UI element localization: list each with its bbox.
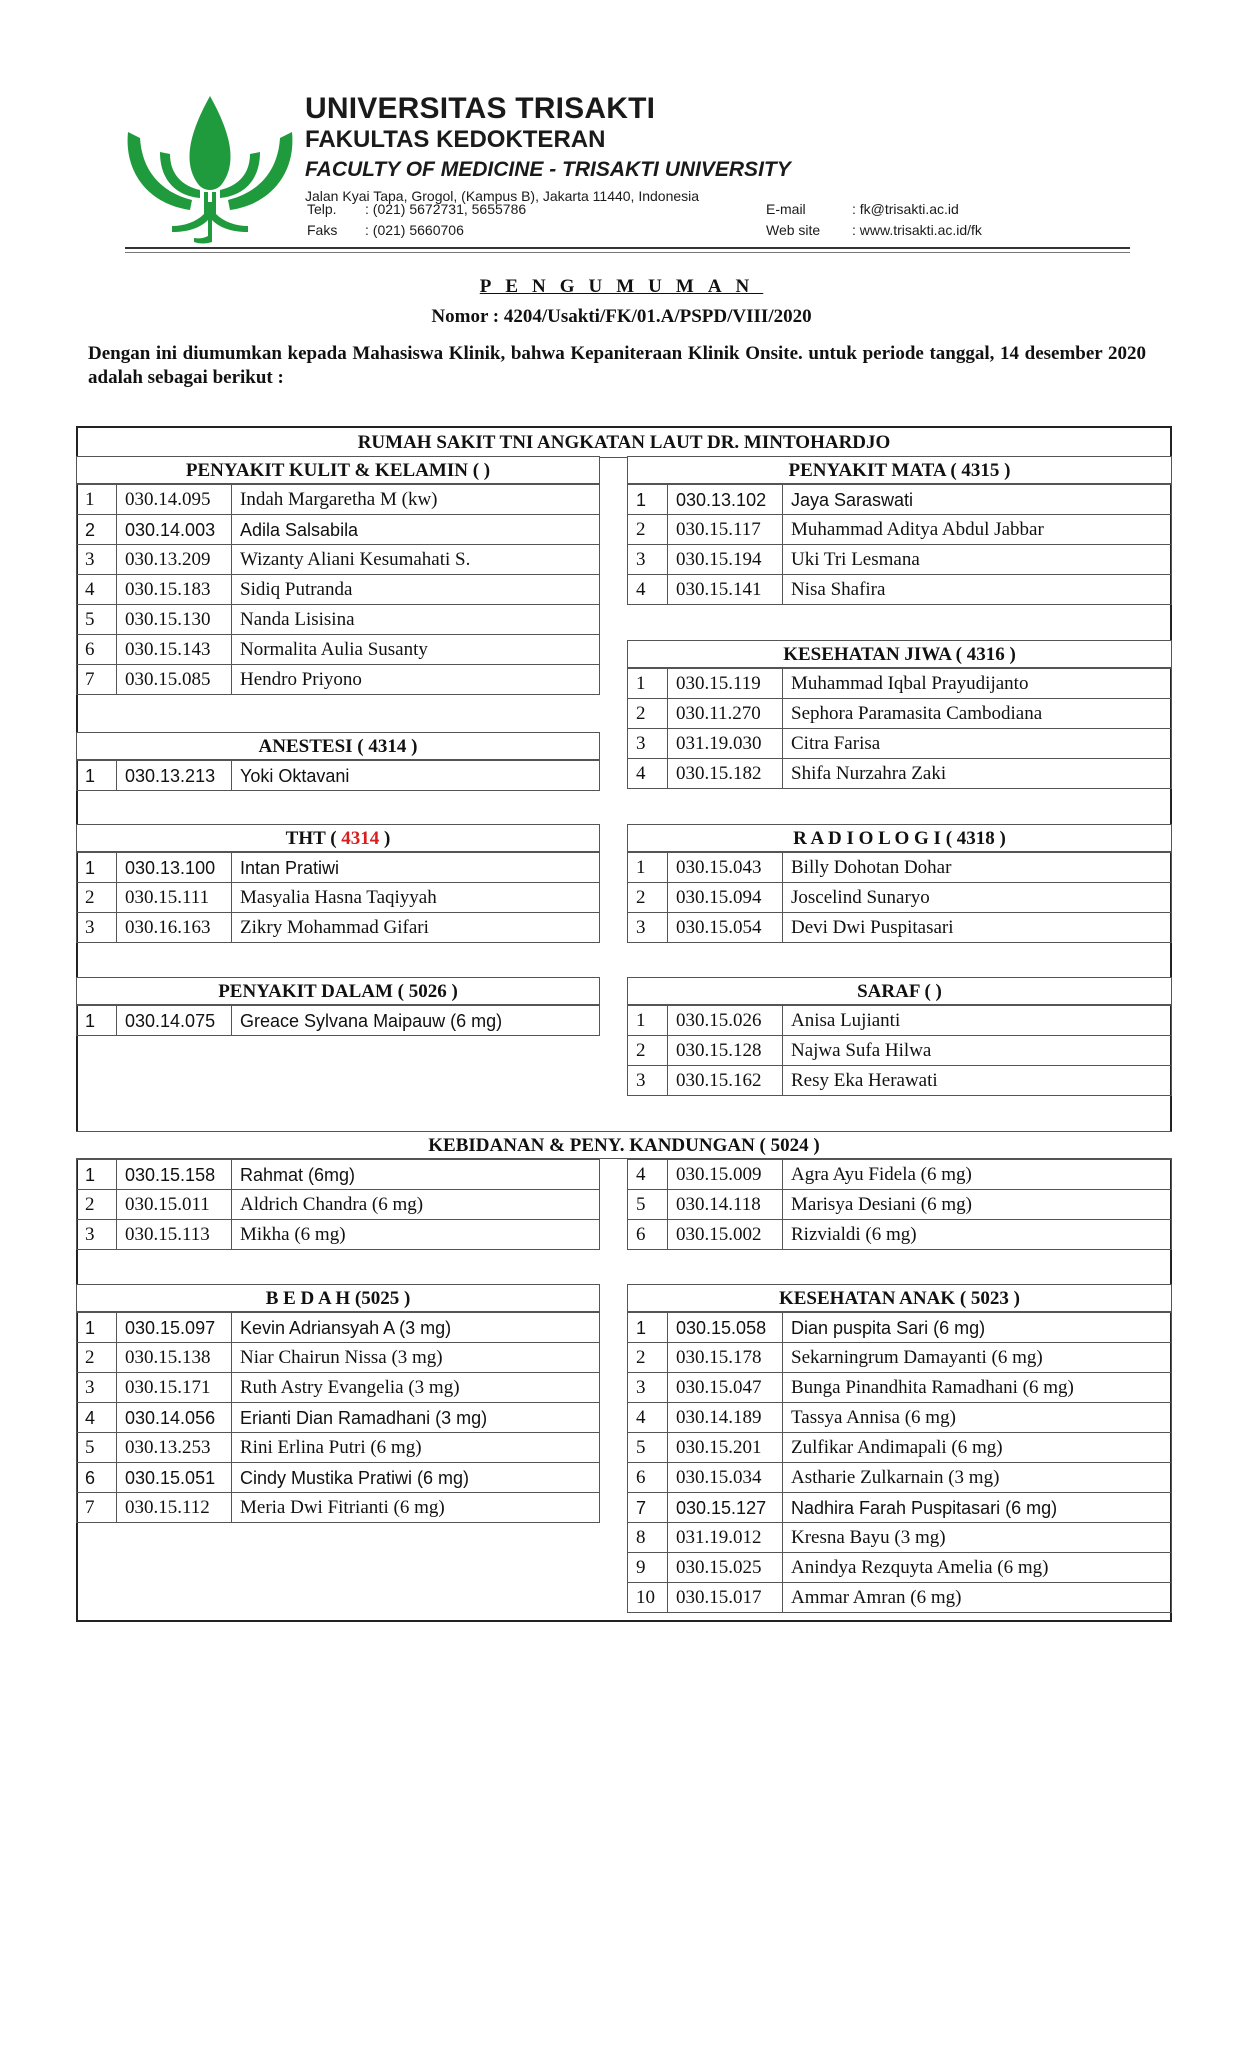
student-name: Sekarningrum Damayanti (6 mg): [783, 1343, 1172, 1373]
letterhead-text: [305, 92, 791, 205]
student-name: Nanda Lisisina: [232, 605, 600, 635]
student-id: 030.15.143: [117, 635, 232, 665]
section-tht: [76, 824, 600, 943]
row-number: 8: [628, 1523, 668, 1553]
table-row: [628, 853, 1172, 883]
student-id: 030.15.112: [117, 1493, 232, 1523]
row-number: 1: [77, 485, 117, 515]
student-id: 030.15.138: [117, 1343, 232, 1373]
telp-value: : (021) 5672731, 5655786: [365, 201, 527, 217]
student-name: Yoki Oktavani: [232, 761, 600, 791]
student-name: Niar Chairun Nissa (3 mg): [232, 1343, 600, 1373]
row-number: 2: [628, 1036, 668, 1066]
row-number: 3: [628, 1373, 668, 1403]
table-row: [77, 575, 600, 605]
section-title: KESEHATAN JIWA ( 4316 ): [627, 640, 1172, 668]
table-row: [77, 913, 600, 943]
student-name: Rahmat (6mg): [232, 1160, 600, 1190]
section-title: ANESTESI ( 4314 ): [76, 732, 600, 760]
student-id: 030.15.026: [668, 1006, 783, 1036]
student-id: 030.14.189: [668, 1403, 783, 1433]
student-id: 030.15.127: [668, 1493, 783, 1523]
row-number: 3: [628, 1066, 668, 1096]
student-id: 030.13.100: [117, 853, 232, 883]
table-row: [628, 1403, 1172, 1433]
student-id: 030.15.054: [668, 913, 783, 943]
table-row: [628, 1036, 1172, 1066]
row-number: 2: [77, 1343, 117, 1373]
row-number: 1: [77, 761, 117, 791]
table-row: [628, 913, 1172, 943]
row-number: 3: [628, 913, 668, 943]
section-saraf: [627, 977, 1172, 1096]
student-name: Greace Sylvana Maipauw (6 mg): [232, 1006, 600, 1036]
section-penyakit-dalam: [76, 977, 600, 1036]
row-number: 3: [77, 545, 117, 575]
student-name: Anisa Lujianti: [783, 1006, 1172, 1036]
table-row: [628, 545, 1172, 575]
student-id: 030.15.171: [117, 1373, 232, 1403]
announcement-body: Dengan ini diumumkan kepada Mahasiswa Klinik, bahwa Kepaniteraan Klinik Onsite. untuk periode tanggal, 14 desember 2020 adalah sebagai berikut :: [88, 343, 1146, 388]
student-name: Erianti Dian Ramadhani (3 mg): [232, 1403, 600, 1433]
section-kebidanan: [76, 1131, 1172, 1159]
faks-label: Faks: [307, 222, 338, 238]
student-table: [627, 852, 1172, 943]
section-title: PENYAKIT KULIT & KELAMIN ( ): [76, 456, 600, 484]
section-title: SARAF ( ): [627, 977, 1172, 1005]
student-id: 030.15.178: [668, 1343, 783, 1373]
row-number: 4: [628, 1160, 668, 1190]
student-id: 030.15.128: [668, 1036, 783, 1066]
student-name: Jaya Saraswati: [783, 485, 1172, 515]
row-number: 1: [628, 669, 668, 699]
student-id: 030.15.182: [668, 759, 783, 789]
table-row: [628, 1190, 1172, 1220]
row-number: 1: [77, 1006, 117, 1036]
table-row: [628, 1433, 1172, 1463]
student-name: Kevin Adriansyah A (3 mg): [232, 1313, 600, 1343]
student-name: Ammar Amran (6 mg): [783, 1583, 1172, 1613]
row-number: 9: [628, 1553, 668, 1583]
student-id: 030.15.047: [668, 1373, 783, 1403]
table-row: [628, 515, 1172, 545]
row-number: 6: [77, 635, 117, 665]
table-row: [77, 1433, 600, 1463]
student-id: 030.15.158: [117, 1160, 232, 1190]
student-name: Zikry Mohammad Gifari: [232, 913, 600, 943]
section-kesehatan-anak: [627, 1284, 1172, 1613]
table-row: [77, 883, 600, 913]
student-table: [76, 760, 600, 791]
student-id: 030.15.113: [117, 1220, 232, 1250]
student-name: Meria Dwi Fitrianti (6 mg): [232, 1493, 600, 1523]
row-number: 6: [628, 1220, 668, 1250]
student-name: Anindya Rezquyta Amelia (6 mg): [783, 1553, 1172, 1583]
student-id: 030.13.102: [668, 485, 783, 515]
faks-value: : (021) 5660706: [365, 222, 464, 238]
student-table: [627, 1312, 1172, 1613]
student-table: [627, 668, 1172, 789]
student-id: 030.15.097: [117, 1313, 232, 1343]
faculty-name-en: FACULTY OF MEDICINE - TRISAKTI UNIVERSITY: [305, 158, 791, 181]
section-title: PENYAKIT DALAM ( 5026 ): [76, 977, 600, 1005]
hospital-name: RUMAH SAKIT TNI ANGKATAN LAUT DR. MINTOHARDJO: [78, 428, 1170, 458]
student-id: 030.15.183: [117, 575, 232, 605]
student-name: Agra Ayu Fidela (6 mg): [783, 1160, 1172, 1190]
letterhead-rule-thin: [125, 252, 1130, 253]
row-number: 6: [628, 1463, 668, 1493]
student-name: Nisa Shafira: [783, 575, 1172, 605]
row-number: 5: [77, 605, 117, 635]
row-number: 2: [77, 515, 117, 545]
tht-code: 4314: [341, 828, 380, 849]
student-id: 030.15.058: [668, 1313, 783, 1343]
student-id: 030.15.043: [668, 853, 783, 883]
student-id: 030.15.117: [668, 515, 783, 545]
student-name: Devi Dwi Puspitasari: [783, 913, 1172, 943]
student-id: 030.15.002: [668, 1220, 783, 1250]
web-value[interactable]: : www.trisakti.ac.id/fk: [852, 222, 982, 238]
tht-title: THT (: [285, 828, 342, 849]
student-name: Billy Dohotan Dohar: [783, 853, 1172, 883]
table-row: [77, 1313, 600, 1343]
student-id: 030.15.009: [668, 1160, 783, 1190]
web-label: Web site: [766, 222, 821, 238]
university-name: UNIVERSITAS TRISAKTI: [305, 92, 656, 125]
row-number: 4: [628, 575, 668, 605]
student-id: 030.15.201: [668, 1433, 783, 1463]
row-number: 2: [77, 1190, 117, 1220]
tht-title-end: ): [379, 828, 391, 849]
table-row: [628, 1006, 1172, 1036]
row-number: 6: [77, 1463, 117, 1493]
announcement-title: PENGUMUMAN: [479, 276, 764, 297]
student-name: Sephora Paramasita Cambodiana: [783, 699, 1172, 729]
telp-label: Telp.: [307, 201, 337, 217]
row-number: 1: [77, 853, 117, 883]
section-title: R A D I O L O G I ( 4318 ): [627, 824, 1172, 852]
table-row: [77, 761, 600, 791]
row-number: 3: [628, 729, 668, 759]
student-name: Uki Tri Lesmana: [783, 545, 1172, 575]
student-name: Citra Farisa: [783, 729, 1172, 759]
student-id: 030.15.141: [668, 575, 783, 605]
student-name: Joscelind Sunaryo: [783, 883, 1172, 913]
row-number: 1: [628, 1313, 668, 1343]
row-number: 2: [628, 699, 668, 729]
table-row: [77, 1190, 600, 1220]
section-kesehatan-jiwa: [627, 640, 1172, 789]
row-number: 3: [77, 1220, 117, 1250]
student-table: [76, 852, 600, 943]
table-row: [77, 545, 600, 575]
table-row: [628, 1066, 1172, 1096]
student-id: 030.16.163: [117, 913, 232, 943]
student-id: 031.19.012: [668, 1523, 783, 1553]
row-number: 2: [628, 1343, 668, 1373]
student-name: Indah Margaretha M (kw): [232, 485, 600, 515]
student-id: 030.14.056: [117, 1403, 232, 1433]
student-name: Muhammad Aditya Abdul Jabbar: [783, 515, 1172, 545]
section-title: KEBIDANAN & PENY. KANDUNGAN ( 5024 ): [76, 1131, 1172, 1159]
table-row: [77, 1220, 600, 1250]
section-kebidanan-right: [627, 1159, 1172, 1250]
student-id: 030.15.011: [117, 1190, 232, 1220]
student-table: [627, 1005, 1172, 1096]
table-row: [77, 665, 600, 695]
section-bedah: [76, 1284, 600, 1523]
student-name: Dian puspita Sari (6 mg): [783, 1313, 1172, 1343]
student-id: 030.15.130: [117, 605, 232, 635]
table-row: [77, 515, 600, 545]
row-number: 1: [628, 853, 668, 883]
student-name: Shifa Nurzahra Zaki: [783, 759, 1172, 789]
student-id: 030.14.075: [117, 1006, 232, 1036]
row-number: 4: [77, 1403, 117, 1433]
student-id: 030.13.209: [117, 545, 232, 575]
row-number: 7: [628, 1493, 668, 1523]
student-name: Rizvialdi (6 mg): [783, 1220, 1172, 1250]
row-number: 3: [77, 913, 117, 943]
student-name: Aldrich Chandra (6 mg): [232, 1190, 600, 1220]
student-name: Rini Erlina Putri (6 mg): [232, 1433, 600, 1463]
student-table: [627, 484, 1172, 605]
section-kulit-kelamin: [76, 456, 600, 695]
section-title: B E D A H (5025 ): [76, 1284, 600, 1312]
row-number: 2: [628, 515, 668, 545]
student-name: Mikha (6 mg): [232, 1220, 600, 1250]
student-name: Marisya Desiani (6 mg): [783, 1190, 1172, 1220]
row-number: 3: [628, 545, 668, 575]
student-table: [76, 1159, 600, 1250]
row-number: 1: [628, 1006, 668, 1036]
table-row: [77, 1373, 600, 1403]
student-name: Najwa Sufa Hilwa: [783, 1036, 1172, 1066]
table-row: [77, 485, 600, 515]
row-number: 3: [77, 1373, 117, 1403]
table-row: [628, 1553, 1172, 1583]
table-row: [77, 1403, 600, 1433]
student-name: Nadhira Farah Puspitasari (6 mg): [783, 1493, 1172, 1523]
student-name: Bunga Pinandhita Ramadhani (6 mg): [783, 1373, 1172, 1403]
student-id: 030.13.253: [117, 1433, 232, 1463]
row-number: 7: [77, 665, 117, 695]
table-row: [628, 1523, 1172, 1553]
row-number: 10: [628, 1583, 668, 1613]
row-number: 1: [628, 485, 668, 515]
section-title: PENYAKIT MATA ( 4315 ): [627, 456, 1172, 484]
table-row: [628, 1583, 1172, 1613]
letterhead-rule: [125, 247, 1130, 249]
student-id: 030.15.034: [668, 1463, 783, 1493]
contact-block: [764, 198, 988, 242]
student-name: Zulfikar Andimapali (6 mg): [783, 1433, 1172, 1463]
student-id: 030.15.085: [117, 665, 232, 695]
email-value[interactable]: : fk@trisakti.ac.id: [852, 201, 959, 217]
student-table: [76, 484, 600, 695]
table-row: [77, 605, 600, 635]
table-row: [628, 759, 1172, 789]
student-name: Adila Salsabila: [232, 515, 600, 545]
row-number: 4: [77, 575, 117, 605]
row-number: 5: [628, 1190, 668, 1220]
student-name: Masyalia Hasna Taqiyyah: [232, 883, 600, 913]
student-name: Sidiq Putranda: [232, 575, 600, 605]
trisakti-logo: [120, 92, 300, 248]
student-name: Hendro Priyono: [232, 665, 600, 695]
student-id: 030.15.111: [117, 883, 232, 913]
student-name: Resy Eka Herawati: [783, 1066, 1172, 1096]
student-name: Normalita Aulia Susanty: [232, 635, 600, 665]
section-mata: [627, 456, 1172, 605]
row-number: 2: [628, 883, 668, 913]
student-name: Kresna Bayu (3 mg): [783, 1523, 1172, 1553]
student-table: [627, 1159, 1172, 1250]
table-row: [628, 485, 1172, 515]
table-row: [628, 1493, 1172, 1523]
student-table: [76, 1005, 600, 1036]
student-id: 030.15.194: [668, 545, 783, 575]
student-id: 031.19.030: [668, 729, 783, 759]
section-title: KESEHATAN ANAK ( 5023 ): [627, 1284, 1172, 1312]
table-row: [77, 635, 600, 665]
table-row: [628, 1373, 1172, 1403]
student-name: Cindy Mustika Pratiwi (6 mg): [232, 1463, 600, 1493]
table-row: [628, 1220, 1172, 1250]
table-row: [628, 1160, 1172, 1190]
student-name: Astharie Zulkarnain (3 mg): [783, 1463, 1172, 1493]
section-anestesi: [76, 732, 600, 791]
row-number: 2: [77, 883, 117, 913]
table-row: [628, 669, 1172, 699]
table-row: [628, 729, 1172, 759]
student-id: 030.15.025: [668, 1553, 783, 1583]
table-row: [77, 1493, 600, 1523]
row-number: 4: [628, 759, 668, 789]
address: Jalan Kyai Tapa, Grogol, (Kampus B), Jakarta 11440, Indonesia: [305, 188, 700, 204]
table-row: [628, 1463, 1172, 1493]
row-number: 1: [77, 1313, 117, 1343]
student-id: 030.15.162: [668, 1066, 783, 1096]
table-row: [77, 1006, 600, 1036]
student-name: Muhammad Iqbal Prayudijanto: [783, 669, 1172, 699]
table-row: [77, 1463, 600, 1493]
faculty-name: FAKULTAS KEDOKTERAN: [305, 126, 606, 153]
row-number: 7: [77, 1493, 117, 1523]
section-title: [76, 824, 600, 852]
row-number: 5: [77, 1433, 117, 1463]
table-row: [77, 853, 600, 883]
row-number: 1: [77, 1160, 117, 1190]
table-row: [628, 575, 1172, 605]
student-name: Intan Pratiwi: [232, 853, 600, 883]
student-id: 030.15.119: [668, 669, 783, 699]
table-row: [77, 1343, 600, 1373]
student-id: 030.14.118: [668, 1190, 783, 1220]
row-number: 5: [628, 1433, 668, 1463]
row-number: 4: [628, 1403, 668, 1433]
phone-block: [305, 198, 532, 242]
student-id: 030.11.270: [668, 699, 783, 729]
student-name: Ruth Astry Evangelia (3 mg): [232, 1373, 600, 1403]
section-radiologi: [627, 824, 1172, 943]
table-row: [628, 1313, 1172, 1343]
section-kebidanan-left: [76, 1159, 600, 1250]
student-id: 030.13.213: [117, 761, 232, 791]
email-label: E-mail: [766, 201, 806, 217]
student-name: Tassya Annisa (6 mg): [783, 1403, 1172, 1433]
announcement-number: Nomor : 4204/Usakti/FK/01.A/PSPD/VIII/2020: [431, 306, 812, 327]
table-row: [628, 699, 1172, 729]
table-row: [77, 1160, 600, 1190]
student-id: 030.15.094: [668, 883, 783, 913]
student-table: [76, 1312, 600, 1523]
student-id: 030.14.003: [117, 515, 232, 545]
table-row: [628, 883, 1172, 913]
student-id: 030.14.095: [117, 485, 232, 515]
student-id: 030.15.051: [117, 1463, 232, 1493]
student-name: Wizanty Aliani Kesumahati S.: [232, 545, 600, 575]
student-id: 030.15.017: [668, 1583, 783, 1613]
table-row: [628, 1343, 1172, 1373]
